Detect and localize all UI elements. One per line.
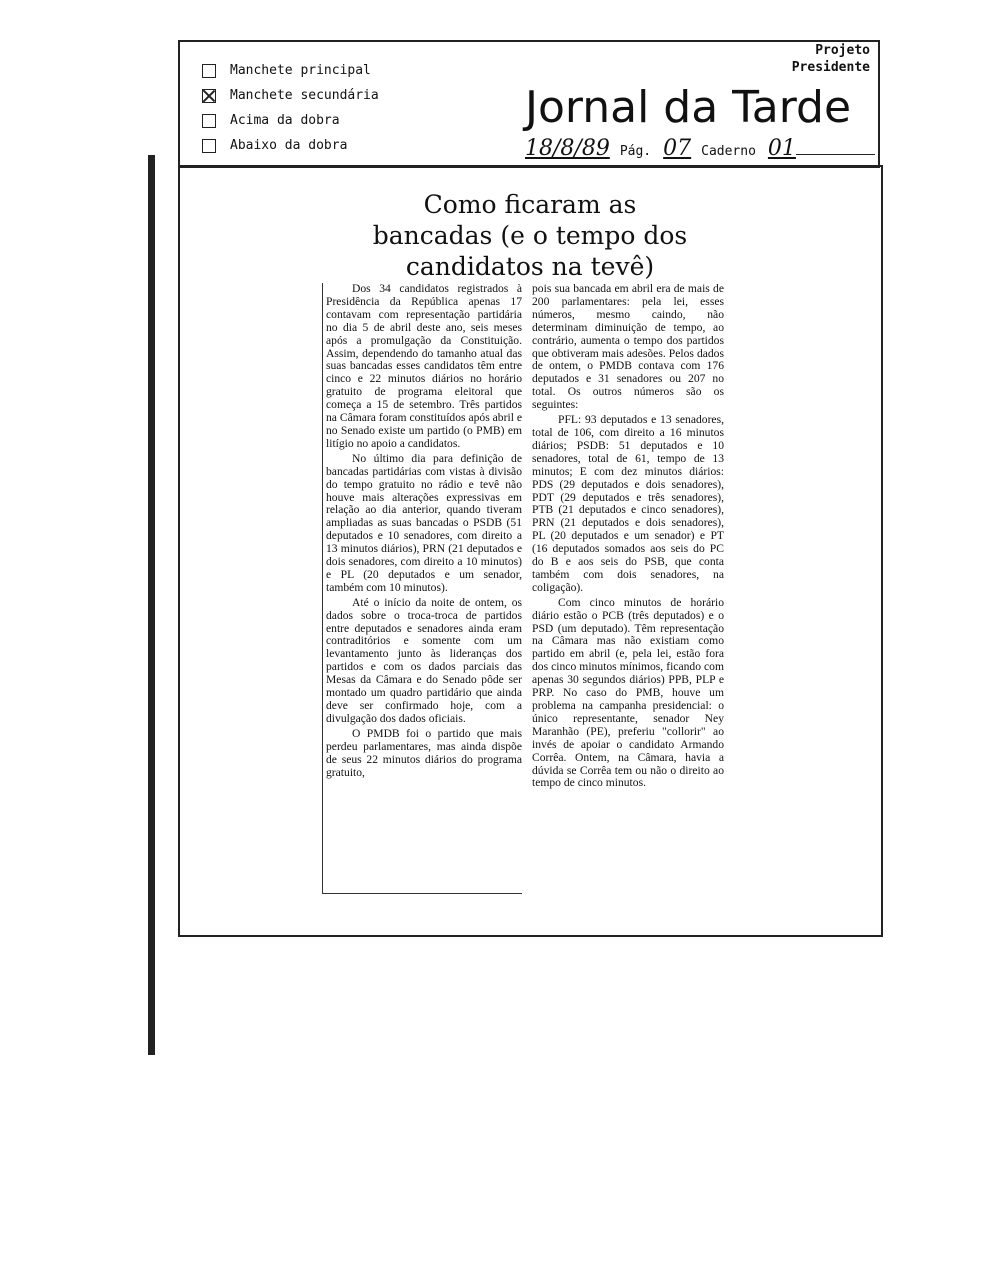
handwritten-page-number: 07 [663, 136, 692, 161]
section-label: Caderno [701, 144, 756, 159]
checkbox-icon[interactable] [202, 139, 216, 153]
project-line-1: Projeto [815, 43, 870, 58]
checkbox-icon[interactable] [202, 114, 216, 128]
scan-edge-bar [148, 155, 155, 1055]
check-row-manchete-secundaria[interactable] [202, 83, 379, 108]
article-column-2 [532, 283, 724, 792]
paragraph: Até o início da noite de ontem, os dados sobre o troca-troca de partidos entre deputados e senadores ainda eram contraditórios e somente com um levantamento junto às lideranças dos partidos e com os dados parciais das Mesas da Câmara e do Senado pôde ser montado um quadro partidário que ainda deve ser confirmado hoje, com a divulgação dos dados oficiais. [326, 595, 522, 725]
paragraph: Dos 34 candidatos registrados à Presidência da República apenas 17 contavam com representação partidária no dia 5 de abril deste ano, seis meses após a promulgação da Constituição. Assim, dependendo do tamanho atual das suas bancadas esses candidatos têm entre cinco e 22 minutos diários no horário gratuito de programa eleitoral que começa a 15 de setembro. Três partidos na Câmara foram constituídos após abril e no Senado existe um partido (o PMB) em litígio no apoio a candidatos. [326, 282, 522, 450]
check-label: Manchete secundária [230, 88, 379, 103]
paragraph: pois sua bancada em abril era de mais de 200 parlamentares: pela lei, esses números, mesmo caindo, não determinam diminuição de tempo, ao contrário, aumenta o tempo dos partidos que obtiveram mais adesões. Pelos dados de ontem, o PMDB contava com 176 deputados e 31 senadores ou 207 no total. Os outros números são os seguintes: [532, 282, 724, 412]
article-clipping [178, 165, 883, 937]
handwritten-section-number: 01 [767, 136, 796, 161]
paragraph: No último dia para definição de bancadas partidárias com vistas à divisão do tempo gratuito no rádio e tevê não houve mais alterações expressivas em relação ao dia anterior, quando tiveram ampliadas as suas bancadas o PSDB (51 deputados e 10 senadores, com direito a 13 minutos diários), PRN (21 deputados e dois senadores, com direito a 10 minutos) e PL (20 deputados e um senador, também com 10 minutos). [326, 451, 522, 594]
check-row-manchete-principal[interactable] [202, 58, 379, 83]
dateline-rule [796, 153, 875, 155]
project-label [792, 42, 870, 76]
article-headline [320, 189, 740, 282]
check-row-acima-da-dobra[interactable] [202, 108, 379, 133]
headline-line: bancadas (e o tempo dos [372, 221, 688, 250]
project-line-2: Presidente [791, 60, 870, 75]
classification-checklist [202, 58, 379, 158]
check-label: Acima da dobra [230, 113, 340, 128]
check-label: Manchete principal [230, 63, 371, 78]
check-label: Abaixo da dobra [230, 138, 348, 153]
paragraph: Com cinco minutos de horário diário estão o PCB (três deputados) e o PSD (um deputado). Têm representação na Câmara mas não existiam como partido em abril (e, pela lei, estão fora dos cinco minutos mínimos, ficando com apenas 30 segundos diários) PPB, PLP e PRP. No caso do PMB, houve um problema na campanha presidencial: o único representante, senador Ney Maranhão (PE), preferiu "collorir" ao invés de apoiar o candidato Armando Corrêa. Ontem, na Câmara, havia a dúvida se Corrêa tem ou não o direito ao tempo de cinco minutos. [532, 595, 724, 790]
headline-line: candidatos na tevê) [405, 252, 655, 281]
clipping-header [178, 40, 880, 168]
checked-checkbox-icon[interactable] [202, 89, 216, 103]
headline-line: Como ficaram as [423, 190, 637, 219]
paragraph: PFL: 93 deputados e 13 senadores, total de 106, com direito a 16 minutos diários; PSDB: 51 deputados e 10 senadores, total de 61, tempo de 13 minutos; E com dez minutos diários: PDS (29 deputados e dois senadores), PDT (29 deputados e três senadores), PTB (21 deputados e cinco senadores), PRN (21 deputados e dois senadores), PL (20 deputados e um senador) e PT (16 deputados somados aos seis do PC do B e aos seis do PSB, que conta também com dois senadores, na coligação). [532, 413, 724, 594]
checkbox-icon[interactable] [202, 64, 216, 78]
check-row-abaixo-da-dobra[interactable] [202, 133, 379, 158]
handwritten-date: 18/8/89 [525, 136, 610, 161]
newspaper-masthead: Jornal da Tarde [525, 82, 852, 133]
page-label: Pág. [619, 144, 652, 159]
dateline [525, 136, 875, 161]
article-column-1 [322, 283, 522, 894]
paragraph: O PMDB foi o partido que mais perdeu parlamentares, mas ainda dispõe de seus 22 minutos diários do programa gratuito, [326, 726, 522, 779]
